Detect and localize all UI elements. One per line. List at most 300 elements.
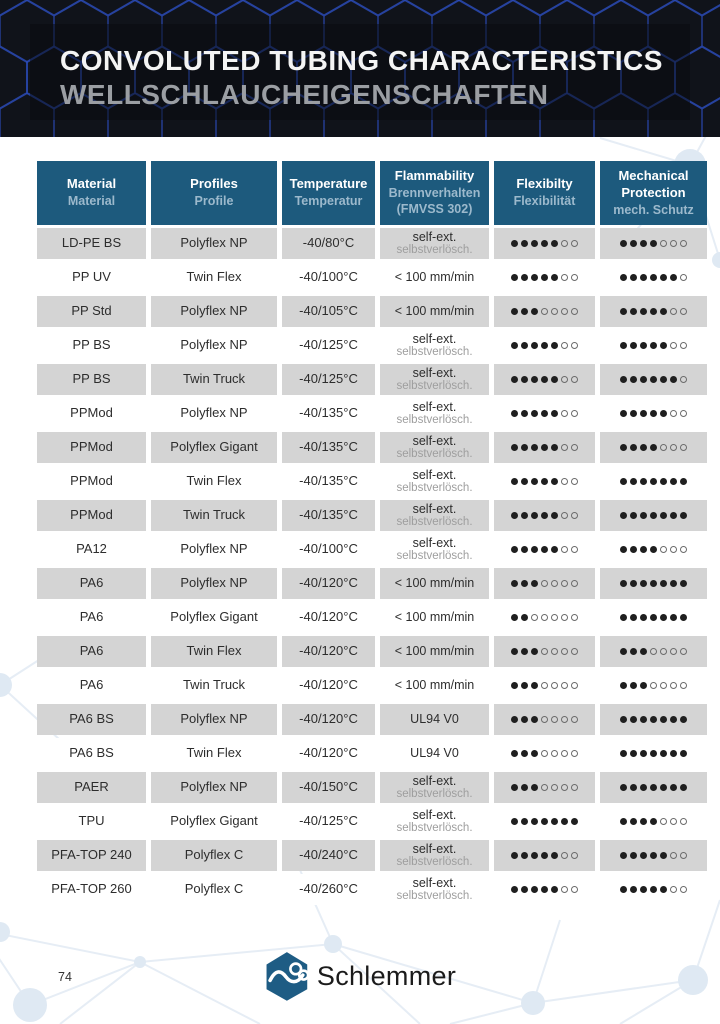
rating-dot-empty <box>561 512 568 519</box>
temperature-cell: -40/120°C <box>282 602 375 633</box>
rating-dot-filled <box>620 546 627 553</box>
temperature-cell: -40/135°C <box>282 500 375 531</box>
rating-dot-filled <box>551 376 558 383</box>
flexibility-cell <box>494 806 595 837</box>
rating-dot-filled <box>640 342 647 349</box>
rating-dot-empty <box>680 852 687 859</box>
rating-dot-filled <box>650 274 657 281</box>
flammability-cell: self-ext. selbstverlösch. <box>380 466 489 497</box>
rating-dot-empty <box>680 240 687 247</box>
rating-dot-empty <box>541 580 548 587</box>
rating-dot-filled <box>511 308 518 315</box>
rating-dots <box>620 852 687 859</box>
rating-dot-filled <box>531 682 538 689</box>
rating-dot-filled <box>521 682 528 689</box>
rating-dot-filled <box>650 716 657 723</box>
rating-dots <box>511 784 578 791</box>
rating-dot-empty <box>670 546 677 553</box>
rating-dots <box>511 818 578 825</box>
column-label-en: Material <box>66 176 117 192</box>
rating-dots <box>620 614 687 621</box>
rating-dot-empty <box>561 852 568 859</box>
table-row <box>37 398 707 429</box>
temperature-cell: -40/135°C <box>282 432 375 463</box>
rating-dot-empty <box>571 410 578 417</box>
temperature-cell: -40/120°C <box>282 568 375 599</box>
table-row <box>37 228 707 259</box>
rating-dot-empty <box>551 784 558 791</box>
rating-dot-empty <box>541 716 548 723</box>
rating-dot-filled <box>680 580 687 587</box>
rating-dot-filled <box>511 376 518 383</box>
temperature-cell: -40/135°C <box>282 398 375 429</box>
temperature-cell: -40/100°C <box>282 262 375 293</box>
rating-dot-filled <box>541 818 548 825</box>
rating-dot-filled <box>521 784 528 791</box>
rating-dot-filled <box>630 648 637 655</box>
rating-dot-filled <box>630 444 637 451</box>
rating-dot-filled <box>531 308 538 315</box>
rating-dot-filled <box>640 750 647 757</box>
temperature-cell: -40/260°C <box>282 874 375 905</box>
temperature-cell: -40/150°C <box>282 772 375 803</box>
rating-dot-filled <box>660 886 667 893</box>
rating-dot-filled <box>660 342 667 349</box>
column-label-en: Temperature <box>289 176 368 192</box>
rating-dot-filled <box>521 274 528 281</box>
rating-dot-filled <box>650 886 657 893</box>
rating-dot-filled <box>650 444 657 451</box>
rating-dot-empty <box>561 750 568 757</box>
rating-dot-filled <box>511 274 518 281</box>
rating-dot-filled <box>620 784 627 791</box>
rating-dot-filled <box>630 886 637 893</box>
temperature-cell: -40/125°C <box>282 806 375 837</box>
rating-dots <box>511 512 578 519</box>
column-label-en: Flexibilty <box>516 176 573 192</box>
rating-dot-filled <box>670 512 677 519</box>
flammability-cell: self-ext. selbstverlösch. <box>380 500 489 531</box>
rating-dot-filled <box>630 240 637 247</box>
mechanical-cell <box>600 262 707 293</box>
mechanical-cell <box>600 398 707 429</box>
rating-dot-filled <box>620 410 627 417</box>
rating-dot-filled <box>551 852 558 859</box>
flexibility-cell <box>494 874 595 905</box>
rating-dots <box>511 478 578 485</box>
rating-dot-filled <box>660 512 667 519</box>
rating-dot-filled <box>630 274 637 281</box>
rating-dot-filled <box>640 716 647 723</box>
flammability-cell: self-ext. selbstverlösch. <box>380 534 489 565</box>
rating-dot-filled <box>531 376 538 383</box>
rating-dot-filled <box>650 342 657 349</box>
rating-dot-empty <box>670 308 677 315</box>
rating-dot-filled <box>640 410 647 417</box>
flexibility-cell <box>494 466 595 497</box>
rating-dots <box>620 682 687 689</box>
rating-dot-filled <box>511 784 518 791</box>
rating-dot-filled <box>561 818 568 825</box>
mechanical-cell <box>600 738 707 769</box>
rating-dot-filled <box>630 682 637 689</box>
column-label-de: Material <box>67 194 116 209</box>
rating-dot-filled <box>541 852 548 859</box>
column-label-en: Mechanical Protection <box>618 167 689 200</box>
rating-dots <box>620 716 687 723</box>
rating-dot-empty <box>680 308 687 315</box>
rating-dot-filled <box>660 614 667 621</box>
rating-dot-empty <box>561 682 568 689</box>
flexibility-cell <box>494 602 595 633</box>
rating-dot-empty <box>571 274 578 281</box>
flexibility-cell <box>494 398 595 429</box>
flexibility-cell <box>494 568 595 599</box>
table-row <box>37 296 707 327</box>
rating-dot-filled <box>541 478 548 485</box>
rating-dot-filled <box>511 546 518 553</box>
rating-dot-filled <box>640 376 647 383</box>
profile-cell: Polyflex NP <box>151 228 277 259</box>
rating-dot-filled <box>640 818 647 825</box>
rating-dot-empty <box>670 444 677 451</box>
rating-dot-filled <box>630 580 637 587</box>
rating-dots <box>511 716 578 723</box>
flammability-cell: < 100 mm/min <box>380 262 489 293</box>
rating-dots <box>511 376 578 383</box>
rating-dots <box>511 342 578 349</box>
rating-dot-filled <box>511 342 518 349</box>
rating-dot-filled <box>640 784 647 791</box>
rating-dot-filled <box>620 716 627 723</box>
flammability-cell: < 100 mm/min <box>380 602 489 633</box>
rating-dot-filled <box>660 274 667 281</box>
rating-dot-filled <box>551 886 558 893</box>
characteristics-table <box>32 158 712 908</box>
table-row <box>37 670 707 701</box>
rating-dot-empty <box>561 784 568 791</box>
rating-dot-filled <box>630 546 637 553</box>
rating-dot-filled <box>630 818 637 825</box>
rating-dot-empty <box>571 444 578 451</box>
rating-dots <box>511 614 578 621</box>
rating-dot-filled <box>541 546 548 553</box>
page-title-de: WELLSCHLAUCHEIGENSCHAFTEN <box>60 79 549 110</box>
rating-dot-empty <box>571 512 578 519</box>
rating-dot-filled <box>511 512 518 519</box>
flexibility-cell <box>494 296 595 327</box>
schlemmer-logo <box>264 950 456 1002</box>
profile-cell: Twin Truck <box>151 670 277 701</box>
rating-dot-empty <box>670 410 677 417</box>
mechanical-cell <box>600 704 707 735</box>
rating-dot-filled <box>531 478 538 485</box>
rating-dot-filled <box>630 308 637 315</box>
flammability-cell: self-ext. selbstverlösch. <box>380 772 489 803</box>
rating-dot-empty <box>571 750 578 757</box>
rating-dot-empty <box>680 342 687 349</box>
flexibility-cell <box>494 432 595 463</box>
rating-dot-empty <box>551 308 558 315</box>
rating-dots <box>511 852 578 859</box>
temperature-cell: -40/135°C <box>282 466 375 497</box>
mechanical-cell <box>600 806 707 837</box>
table-row <box>37 364 707 395</box>
rating-dot-empty <box>660 682 667 689</box>
rating-dot-empty <box>680 886 687 893</box>
temperature-cell: -40/240°C <box>282 840 375 871</box>
mechanical-cell <box>600 500 707 531</box>
material-cell: PP UV <box>37 262 146 293</box>
rating-dot-empty <box>561 716 568 723</box>
rating-dot-filled <box>640 886 647 893</box>
table-row <box>37 330 707 361</box>
rating-dot-filled <box>660 376 667 383</box>
rating-dot-filled <box>640 444 647 451</box>
rating-dot-filled <box>531 546 538 553</box>
rating-dot-empty <box>660 546 667 553</box>
rating-dot-empty <box>561 614 568 621</box>
rating-dot-filled <box>630 478 637 485</box>
rating-dot-empty <box>541 614 548 621</box>
rating-dot-filled <box>531 512 538 519</box>
rating-dot-filled <box>551 274 558 281</box>
profile-cell: Twin Flex <box>151 738 277 769</box>
material-cell: PAER <box>37 772 146 803</box>
column-header-temperature <box>282 161 375 225</box>
mechanical-cell <box>600 296 707 327</box>
profile-cell: Twin Flex <box>151 636 277 667</box>
rating-dots <box>620 750 687 757</box>
profile-cell: Polyflex NP <box>151 398 277 429</box>
rating-dot-filled <box>551 444 558 451</box>
table-header <box>37 161 707 225</box>
rating-dot-empty <box>561 886 568 893</box>
rating-dot-filled <box>521 546 528 553</box>
flammability-cell: self-ext. selbstverlösch. <box>380 364 489 395</box>
rating-dot-empty <box>660 648 667 655</box>
mechanical-cell <box>600 534 707 565</box>
rating-dot-filled <box>521 852 528 859</box>
rating-dot-filled <box>541 342 548 349</box>
flammability-cell: self-ext. selbstverlösch. <box>380 398 489 429</box>
flammability-cell: self-ext. selbstverlösch. <box>380 432 489 463</box>
flammability-cell: self-ext. selbstverlösch. <box>380 806 489 837</box>
material-cell: PA6 <box>37 636 146 667</box>
material-cell: PFA-TOP 260 <box>37 874 146 905</box>
column-label-en: Profiles <box>190 176 238 192</box>
rating-dot-filled <box>630 342 637 349</box>
rating-dots <box>511 580 578 587</box>
rating-dot-filled <box>551 818 558 825</box>
rating-dot-empty <box>660 240 667 247</box>
material-cell: PA12 <box>37 534 146 565</box>
rating-dot-filled <box>680 478 687 485</box>
rating-dot-filled <box>521 750 528 757</box>
rating-dot-filled <box>650 818 657 825</box>
rating-dot-filled <box>511 886 518 893</box>
rating-dot-filled <box>541 444 548 451</box>
rating-dot-empty <box>670 682 677 689</box>
rating-dots <box>620 546 687 553</box>
rating-dots <box>620 274 687 281</box>
rating-dot-empty <box>561 274 568 281</box>
flexibility-cell <box>494 670 595 701</box>
rating-dots <box>620 818 687 825</box>
profile-cell: Twin Truck <box>151 364 277 395</box>
rating-dot-filled <box>521 342 528 349</box>
rating-dot-filled <box>670 750 677 757</box>
rating-dot-filled <box>521 886 528 893</box>
rating-dot-filled <box>531 818 538 825</box>
material-cell: PP BS <box>37 330 146 361</box>
rating-dot-filled <box>541 886 548 893</box>
rating-dot-empty <box>561 546 568 553</box>
flexibility-cell <box>494 330 595 361</box>
flammability-cell: UL94 V0 <box>380 704 489 735</box>
rating-dot-filled <box>620 342 627 349</box>
rating-dots <box>620 784 687 791</box>
rating-dot-filled <box>630 614 637 621</box>
profile-cell: Polyflex NP <box>151 568 277 599</box>
logo-text: Schlemmer <box>316 960 457 991</box>
rating-dots <box>620 886 687 893</box>
rating-dot-filled <box>660 410 667 417</box>
mechanical-cell <box>600 466 707 497</box>
rating-dot-empty <box>571 376 578 383</box>
rating-dot-empty <box>680 648 687 655</box>
rating-dot-empty <box>561 580 568 587</box>
rating-dot-filled <box>521 240 528 247</box>
rating-dot-filled <box>650 376 657 383</box>
rating-dot-filled <box>511 614 518 621</box>
profile-cell: Polyflex Gigant <box>151 602 277 633</box>
material-cell: PA6 <box>37 568 146 599</box>
rating-dots <box>511 546 578 553</box>
rating-dot-empty <box>541 784 548 791</box>
rating-dot-empty <box>541 308 548 315</box>
rating-dots <box>620 512 687 519</box>
rating-dot-filled <box>521 648 528 655</box>
rating-dot-filled <box>511 818 518 825</box>
rating-dots <box>620 376 687 383</box>
rating-dot-empty <box>561 376 568 383</box>
rating-dot-empty <box>571 784 578 791</box>
material-cell: PP BS <box>37 364 146 395</box>
rating-dot-filled <box>620 274 627 281</box>
flexibility-cell <box>494 500 595 531</box>
rating-dots <box>620 648 687 655</box>
flammability-cell: self-ext. selbstverlösch. <box>380 840 489 871</box>
mechanical-cell <box>600 568 707 599</box>
rating-dot-filled <box>521 376 528 383</box>
rating-dot-filled <box>650 512 657 519</box>
rating-dot-filled <box>620 240 627 247</box>
mechanical-cell <box>600 772 707 803</box>
mechanical-cell <box>600 432 707 463</box>
title-block <box>60 45 663 111</box>
rating-dot-empty <box>561 342 568 349</box>
temperature-cell: -40/80°C <box>282 228 375 259</box>
rating-dot-filled <box>650 614 657 621</box>
rating-dot-empty <box>680 274 687 281</box>
rating-dot-empty <box>670 240 677 247</box>
rating-dots <box>620 308 687 315</box>
rating-dot-filled <box>630 784 637 791</box>
rating-dot-filled <box>620 852 627 859</box>
temperature-cell: -40/120°C <box>282 738 375 769</box>
rating-dot-filled <box>660 784 667 791</box>
table-row <box>37 806 707 837</box>
table-body <box>37 228 707 905</box>
rating-dot-empty <box>551 648 558 655</box>
flammability-cell: < 100 mm/min <box>380 568 489 599</box>
rating-dot-filled <box>640 512 647 519</box>
rating-dots <box>511 682 578 689</box>
profile-cell: Polyflex Gigant <box>151 806 277 837</box>
rating-dot-empty <box>670 648 677 655</box>
rating-dot-empty <box>531 614 538 621</box>
rating-dot-filled <box>531 852 538 859</box>
rating-dot-filled <box>640 478 647 485</box>
rating-dot-filled <box>680 784 687 791</box>
flexibility-cell <box>494 772 595 803</box>
page-title-en: CONVOLUTED TUBING CHARACTERISTICS <box>60 45 663 76</box>
rating-dot-filled <box>521 410 528 417</box>
rating-dot-empty <box>670 818 677 825</box>
profile-cell: Polyflex Gigant <box>151 432 277 463</box>
rating-dots <box>511 750 578 757</box>
column-header-profiles <box>151 161 277 225</box>
rating-dots <box>620 444 687 451</box>
material-cell: PPMod <box>37 466 146 497</box>
schlemmer-logo-icon <box>264 950 310 1002</box>
rating-dot-empty <box>561 648 568 655</box>
table-row <box>37 568 707 599</box>
rating-dot-filled <box>521 308 528 315</box>
mechanical-cell <box>600 602 707 633</box>
rating-dot-filled <box>660 716 667 723</box>
rating-dot-filled <box>630 750 637 757</box>
flammability-cell: self-ext. selbstverlösch. <box>380 228 489 259</box>
rating-dot-filled <box>620 818 627 825</box>
column-label-de: Temperatur <box>294 194 363 209</box>
rating-dot-filled <box>511 648 518 655</box>
rating-dot-empty <box>571 614 578 621</box>
rating-dot-filled <box>511 478 518 485</box>
rating-dots <box>620 580 687 587</box>
table-row <box>37 704 707 735</box>
mechanical-cell <box>600 636 707 667</box>
rating-dot-empty <box>670 852 677 859</box>
rating-dot-filled <box>640 614 647 621</box>
rating-dot-filled <box>551 478 558 485</box>
rating-dot-filled <box>650 240 657 247</box>
profile-cell: Polyflex NP <box>151 534 277 565</box>
rating-dot-empty <box>561 410 568 417</box>
rating-dot-empty <box>650 682 657 689</box>
rating-dot-filled <box>650 308 657 315</box>
rating-dots <box>620 240 687 247</box>
rating-dot-filled <box>521 512 528 519</box>
rating-dot-filled <box>660 580 667 587</box>
table-row <box>37 874 707 905</box>
rating-dots <box>511 274 578 281</box>
rating-dot-filled <box>640 580 647 587</box>
column-header-flammability <box>380 161 489 225</box>
profile-cell: Polyflex C <box>151 840 277 871</box>
rating-dot-filled <box>630 410 637 417</box>
